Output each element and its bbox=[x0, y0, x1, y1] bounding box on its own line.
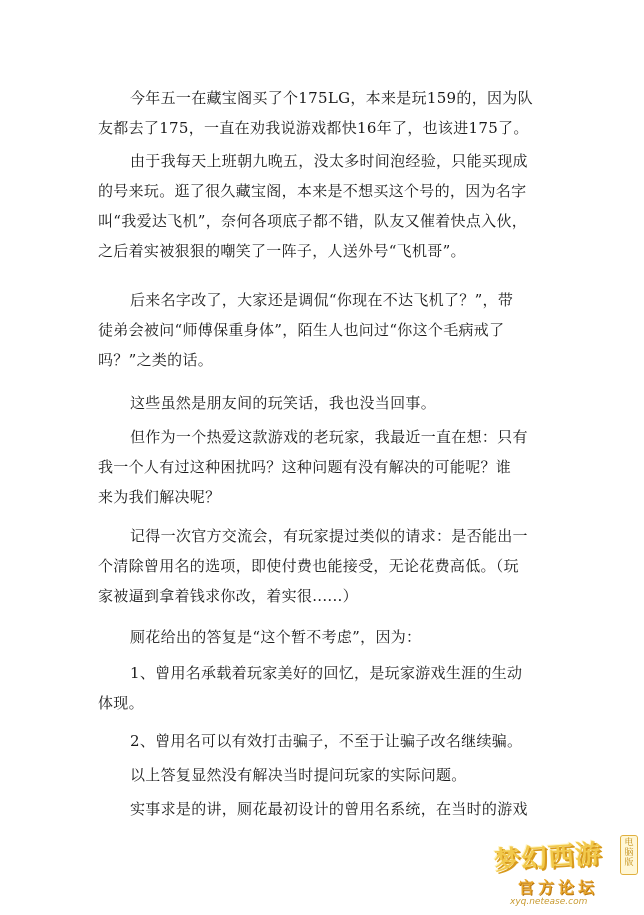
text-line: 2、曾用名可以有效打击骗子，不至于让骗子改名继续骗。 bbox=[130, 732, 523, 750]
paragraph-8 bbox=[98, 658, 548, 718]
text-line: 今年五一在藏宝阁买了个175LG，本来是玩159的，因为队 bbox=[130, 89, 533, 107]
text-line: 之后着实被狠狠的嘲笑了一阵子，人送外号“飞机哥”。 bbox=[98, 242, 466, 260]
paragraph-2 bbox=[98, 146, 548, 266]
paragraph-3 bbox=[98, 285, 548, 375]
paragraph-9 bbox=[98, 726, 548, 756]
watermark-title: 梦幻西游 bbox=[493, 839, 604, 877]
text-line: 实事求是的讲，厕花最初设计的曾用名系统，在当时的游戏 bbox=[130, 800, 528, 818]
paragraph-10 bbox=[98, 760, 548, 790]
watermark-badge: 电脑版 bbox=[620, 835, 638, 875]
watermark-subtitle: 官方论坛 bbox=[518, 878, 599, 897]
text-line: 以上答复显然没有解决当时提问玩家的实际问题。 bbox=[130, 766, 467, 784]
text-line: 家被逼到拿着钱求你改，着实很......） bbox=[98, 587, 358, 605]
text-line: 1、曾用名承载着玩家美好的回忆，是玩家游戏生涯的生动 bbox=[130, 664, 523, 682]
text-line: 后来名字改了，大家还是调侃“你现在不达飞机了？”，带 bbox=[130, 291, 514, 309]
paragraph-11 bbox=[98, 794, 548, 824]
text-line: 这些虽然是朋友间的玩笑话，我也没当回事。 bbox=[130, 394, 437, 412]
paragraph-5 bbox=[98, 422, 548, 512]
text-line: 厕花给出的答复是“这个暂不考虑”，因为： bbox=[130, 628, 422, 646]
paragraph-1 bbox=[98, 83, 548, 143]
text-line: 由于我每天上班朝九晚五，没太多时间泡经验，只能买现成 bbox=[130, 152, 528, 170]
text-line: 体现。 bbox=[98, 694, 144, 712]
text-line: 友都去了175，一直在劝我说游戏都快16年了，也该进175了。 bbox=[98, 119, 529, 137]
text-line: 叫“我爱达飞机”，奈何各项底子都不错，队友又催着快点入伙， bbox=[98, 212, 528, 230]
forum-watermark-logo bbox=[490, 831, 640, 913]
paragraph-4 bbox=[98, 388, 548, 418]
text-line: 但作为一个热爱这款游戏的老玩家，我最近一直在想：只有 bbox=[130, 428, 528, 446]
text-line: 记得一次官方交流会，有玩家提过类似的请求：是否能出一 bbox=[130, 527, 528, 545]
text-line: 吗？”之类的话。 bbox=[98, 351, 214, 369]
text-line: 来为我们解决呢？ bbox=[98, 488, 221, 506]
text-line: 徒弟会被问“师傅保重身体”，陌生人也问过“你这个毛病戒了 bbox=[98, 321, 505, 339]
text-line: 我一个人有过这种困扰吗？这种问题有没有解决的可能呢？谁 bbox=[98, 458, 512, 476]
text-line: 的号来玩。逛了很久藏宝阁，本来是不想买这个号的，因为名字 bbox=[98, 182, 527, 200]
paragraph-6 bbox=[98, 521, 548, 611]
watermark-url: xyq.netease.com bbox=[510, 897, 588, 907]
text-line: 个清除曾用名的选项，即使付费也能接受，无论花费高低。（玩 bbox=[98, 557, 519, 575]
paragraph-7 bbox=[98, 622, 548, 652]
